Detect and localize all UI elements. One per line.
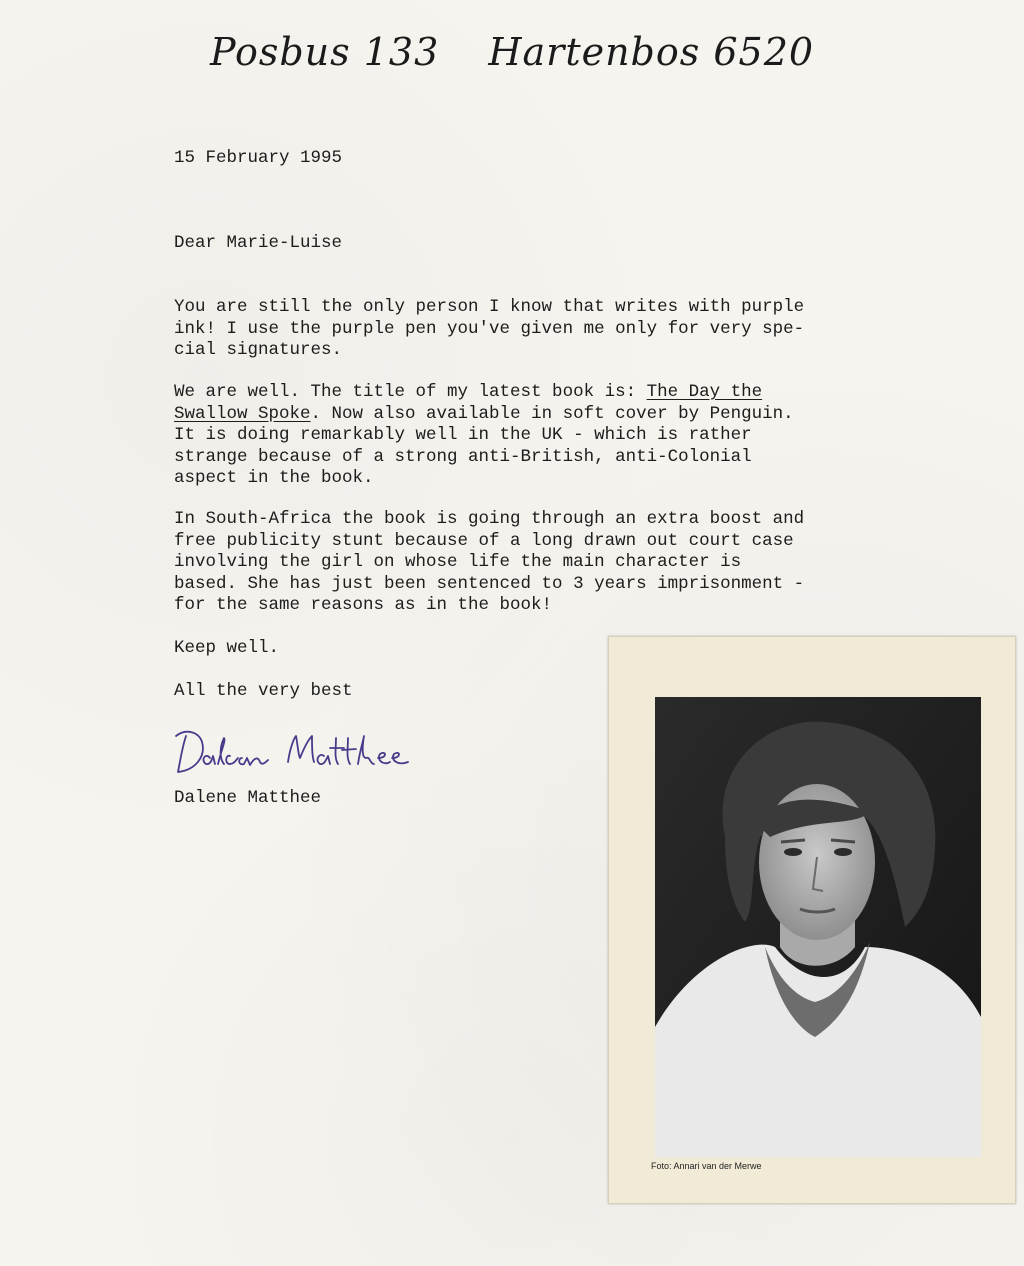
paragraph-2-line: It is doing remarkably well in the UK - which is rather <box>174 425 752 445</box>
paragraph-1-line: cial signatures. <box>174 340 343 360</box>
paragraph-2-line: aspect in the book. <box>174 468 374 488</box>
book-title: Swallow Spoke <box>174 403 311 424</box>
paragraph-2-text: . Now also available in soft cover by Penguin. <box>310 403 794 424</box>
book-title: The Day the <box>646 382 763 402</box>
letter-salutation: Dear Marie-Luise <box>174 233 343 253</box>
paragraph-2-text: We are well. The title of my latest book is: <box>174 382 647 402</box>
handwritten-signature <box>172 718 442 778</box>
signature-name: Dalene Matthee <box>174 788 322 808</box>
author-portrait-photo <box>655 697 981 1157</box>
paragraph-1-line: ink! I use the purple pen you've given me only for very spe- <box>174 318 805 339</box>
letterhead-address: Posbus 133 <box>209 30 440 74</box>
closing-keep-well: Keep well. <box>174 638 280 658</box>
closing-regards: All the very best <box>174 681 353 701</box>
letter-date: 15 February 1995 <box>174 148 343 168</box>
paragraph-3-line: In South-Africa the book is going through an extra boost and <box>174 509 805 529</box>
paragraph-3-line: for the same reasons as in the book! <box>174 595 553 615</box>
paragraph-3-line: involving the girl on whose life the main character is <box>174 552 742 572</box>
letterhead <box>0 30 1024 74</box>
paragraph-3 <box>174 509 974 617</box>
paragraph-2-line: strange because of a strong anti-British, anti-Colonial <box>174 446 752 467</box>
letterhead-town: Hartenbos 6520 <box>488 30 815 74</box>
photo-card <box>608 636 1016 1204</box>
paragraph-3-line: free publicity stunt because of a long drawn out court case <box>174 530 794 551</box>
photo-caption: Foto: Annari van der Merwe <box>651 1161 762 1171</box>
paragraph-3-line: based. She has just been sentenced to 3 years imprisonment - <box>174 573 805 594</box>
paragraph-2 <box>174 382 974 490</box>
paragraph-1-line: You are still the only person I know that writes with purple <box>174 297 805 317</box>
paragraph-1 <box>174 297 974 362</box>
